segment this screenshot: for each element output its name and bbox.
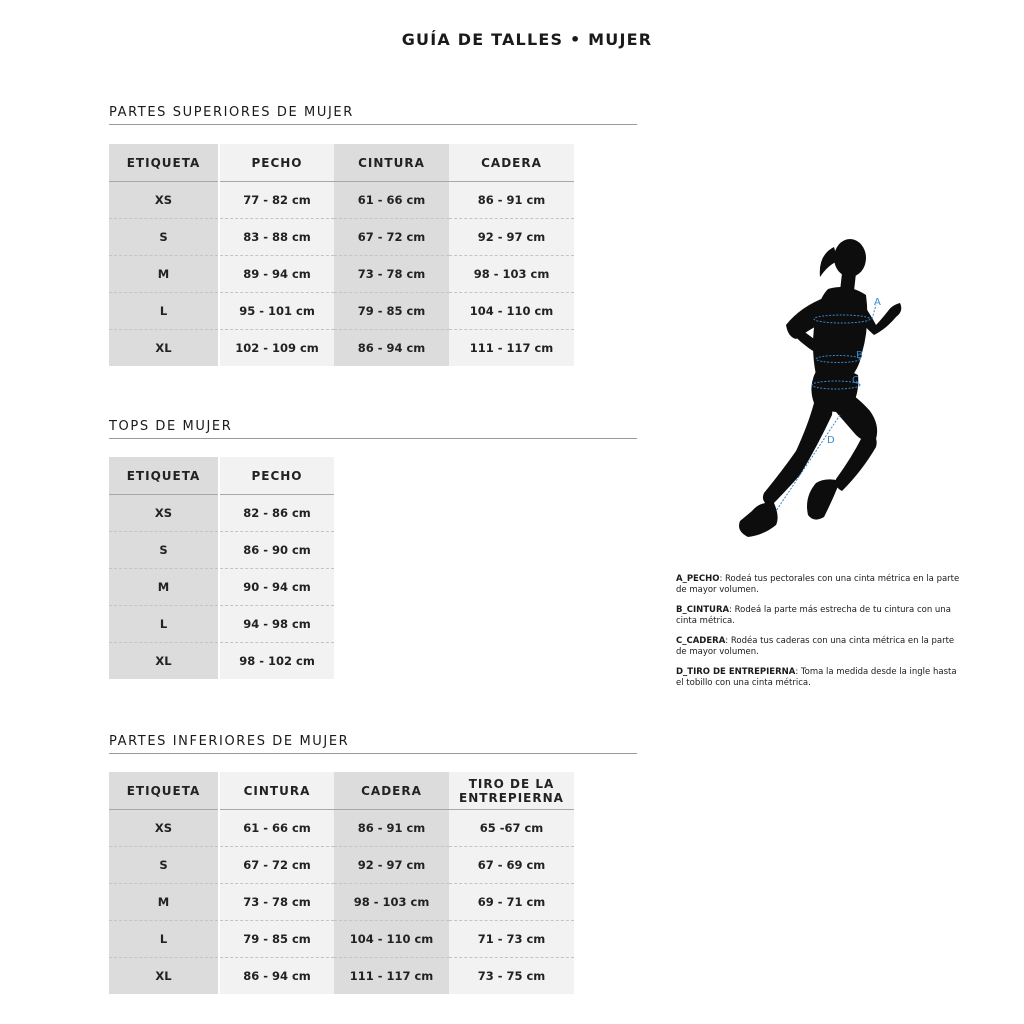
header-etiqueta: ETIQUETA	[109, 144, 219, 182]
header-cadera: CADERA	[334, 772, 449, 810]
table-row	[109, 810, 574, 847]
note-label: A_PECHO	[676, 574, 720, 584]
table-row	[109, 495, 334, 532]
cell-tiro: 73 - 75 cm	[449, 958, 574, 995]
marker-d: D	[827, 435, 835, 446]
cell-pecho: 89 - 94 cm	[219, 256, 334, 293]
table-row	[109, 182, 574, 219]
cell-cadera: 92 - 97 cm	[334, 847, 449, 884]
note-label: D_TIRO DE ENTREPIERNA	[676, 667, 796, 677]
size-label: S	[109, 219, 219, 256]
cell-pecho: 94 - 98 cm	[219, 606, 334, 643]
cell-cadera: 98 - 103 cm	[449, 256, 574, 293]
note-cintura	[676, 605, 966, 627]
table-header-row	[109, 772, 574, 810]
cell-pecho: 86 - 90 cm	[219, 532, 334, 569]
cell-cintura: 86 - 94 cm	[334, 330, 449, 367]
bottoms-size-table	[109, 772, 574, 994]
measurement-notes	[676, 574, 966, 698]
table-row	[109, 921, 574, 958]
cell-pecho: 82 - 86 cm	[219, 495, 334, 532]
cell-pecho: 95 - 101 cm	[219, 293, 334, 330]
cell-pecho: 77 - 82 cm	[219, 182, 334, 219]
size-label: XL	[109, 958, 219, 995]
header-tiro-line1: TIRO DE LA	[468, 776, 555, 791]
cell-pecho: 83 - 88 cm	[219, 219, 334, 256]
cell-pecho: 98 - 102 cm	[219, 643, 334, 680]
note-text: : Rodéa tus caderas con una cinta métrica en la parte de mayor volumen.	[676, 636, 955, 657]
size-label: S	[109, 532, 219, 569]
marker-b: B	[856, 350, 863, 361]
header-etiqueta: ETIQUETA	[109, 772, 219, 810]
table-row	[109, 569, 334, 606]
size-label: XS	[109, 182, 219, 219]
cell-cintura: 61 - 66 cm	[334, 182, 449, 219]
table-header-row	[109, 144, 574, 182]
tops-section	[109, 105, 637, 355]
cell-pecho: 102 - 109 cm	[219, 330, 334, 367]
size-label: S	[109, 847, 219, 884]
cell-cadera: 111 - 117 cm	[334, 958, 449, 995]
cell-cadera: 98 - 103 cm	[334, 884, 449, 921]
bottoms-section	[109, 734, 637, 983]
note-label: B_CINTURA	[676, 605, 730, 615]
table-row	[109, 958, 574, 995]
size-label: M	[109, 884, 219, 921]
table-row	[109, 532, 334, 569]
tops-mujer-size-table	[109, 457, 334, 679]
cell-cintura: 73 - 78 cm	[334, 256, 449, 293]
cell-cadera: 86 - 91 cm	[334, 810, 449, 847]
cell-tiro: 65 -67 cm	[449, 810, 574, 847]
cell-cintura: 79 - 85 cm	[334, 293, 449, 330]
header-cintura: CINTURA	[219, 772, 334, 810]
tops-mujer-section-title: TOPS DE MUJER	[109, 419, 637, 439]
cell-cintura: 67 - 72 cm	[334, 219, 449, 256]
cell-cintura: 79 - 85 cm	[219, 921, 334, 958]
cell-cintura: 73 - 78 cm	[219, 884, 334, 921]
size-label: M	[109, 256, 219, 293]
cell-tiro: 67 - 69 cm	[449, 847, 574, 884]
marker-c: C	[852, 375, 859, 386]
header-cadera: CADERA	[449, 144, 574, 182]
table-header-row	[109, 457, 334, 495]
size-label: L	[109, 921, 219, 958]
note-text: : Toma la medida desde la ingle hasta el tobillo con una cinta métrica.	[676, 667, 957, 688]
bottoms-section-title: PARTES INFERIORES DE MUJER	[109, 734, 637, 754]
cell-cadera: 86 - 91 cm	[449, 182, 574, 219]
cell-cadera: 104 - 110 cm	[449, 293, 574, 330]
cell-cintura: 67 - 72 cm	[219, 847, 334, 884]
size-label: XS	[109, 495, 219, 532]
size-label: XL	[109, 330, 219, 367]
cell-tiro: 69 - 71 cm	[449, 884, 574, 921]
cell-cadera: 92 - 97 cm	[449, 219, 574, 256]
size-label: L	[109, 606, 219, 643]
header-tiro	[449, 772, 574, 810]
tops-mujer-section	[109, 419, 637, 668]
table-row	[109, 219, 574, 256]
note-pecho	[676, 574, 966, 596]
size-label: M	[109, 569, 219, 606]
note-label: C_CADERA	[676, 636, 726, 646]
note-cadera	[676, 636, 966, 658]
note-text: : Rodeá tus pectorales con una cinta métrica en la parte de mayor volumen.	[676, 574, 960, 595]
size-label: XL	[109, 643, 219, 680]
note-text: : Rodeá la parte más estrecha de tu cintura con una cinta métrica.	[676, 605, 951, 626]
header-etiqueta: ETIQUETA	[109, 457, 219, 495]
header-cintura: CINTURA	[334, 144, 449, 182]
runner-silhouette-figure	[730, 225, 920, 555]
page-title: GUÍA DE TALLES • MUJER	[401, 30, 653, 49]
header-pecho: PECHO	[219, 144, 334, 182]
table-row	[109, 606, 334, 643]
table-row	[109, 256, 574, 293]
note-entrepierna	[676, 667, 966, 689]
tops-size-table	[109, 144, 574, 366]
size-label: L	[109, 293, 219, 330]
table-row	[109, 847, 574, 884]
cell-cadera: 111 - 117 cm	[449, 330, 574, 367]
marker-a: A	[874, 297, 881, 308]
table-row	[109, 330, 574, 367]
cell-pecho: 90 - 94 cm	[219, 569, 334, 606]
table-row	[109, 293, 574, 330]
cell-cadera: 104 - 110 cm	[334, 921, 449, 958]
header-pecho: PECHO	[219, 457, 334, 495]
cell-cintura: 61 - 66 cm	[219, 810, 334, 847]
size-label: XS	[109, 810, 219, 847]
table-row	[109, 643, 334, 680]
table-row	[109, 884, 574, 921]
tops-section-title: PARTES SUPERIORES DE MUJER	[109, 105, 637, 125]
header-tiro-line2: ENTREPIERNA	[459, 790, 564, 805]
cell-cintura: 86 - 94 cm	[219, 958, 334, 995]
cell-tiro: 71 - 73 cm	[449, 921, 574, 958]
